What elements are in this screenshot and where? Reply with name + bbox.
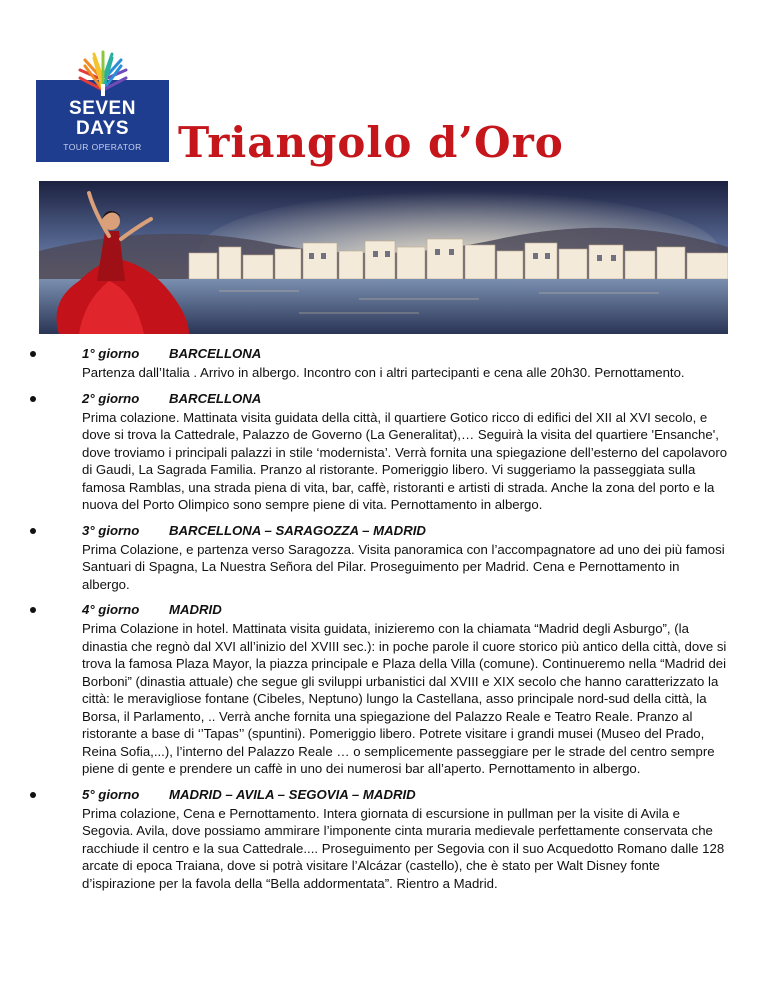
logo-text-seven: SEVEN <box>69 98 136 119</box>
day-place: MADRID <box>169 602 222 617</box>
day-description: Prima Colazione in hotel. Mattinata visita guidata, inizieremo con la chiamata “Madrid degli Asburgo”, (la dinastia che regnò dal XVI all’inizio del XVIII sec.): in poche parole il cuore storico più antico della città, dove si trova la famosa Plaza Mayor, la piazza principale e Plaza della Villa (comune). Continueremo nella “Madrid dei Borboni” (dinastia attuale) che segue gli sviluppi urbanistici dal XVIII e XIX secolo che hanno caratterizzato la città: le meravigliose fontane (Cibeles, Neptuno) lungo la Castellana, asso principale nord-sud della città, la Borsa, il Parlamento, .. Verrà anche fornita una spiegazione del Palazzo Reale e Teatro Reale. Pranzo al ristorante a base di ‘’Tapas’’ (spuntini). Pomeriggio libero. Potrete visitare i grandi musei (Museo del Prado, Reina Sofia,...), l’interno del Palazzo Reale … o semplicemente passeggiare per le strade del centro sempre piene di gente e prendere un caffè in uno dei numerosi bar all’aperto. Pernottamento in albergo. <box>82 621 727 776</box>
logo-text-days: DAYS <box>75 118 130 139</box>
day-item <box>30 787 730 893</box>
day-heading <box>82 602 730 618</box>
bullet-icon <box>30 351 36 357</box>
flamenco-seaside-photo <box>39 181 728 334</box>
page-title: Triangolo d’Oro <box>178 118 564 167</box>
day-number: 3° giorno <box>82 522 140 538</box>
day-heading <box>82 346 730 362</box>
day-description: Partenza dall’Italia . Arrivo in albergo. Incontro con i altri partecipanti e cena alle 20h30. Pernottamento. <box>82 365 685 380</box>
logo-background <box>36 80 169 162</box>
day-description: Prima colazione, Cena e Pernottamento. Intera giornata di escursione in pullman per la visite di Avila e Segovia. Avila, dove possiamo ammirare l’imponente cinta muraria medievale perfettamente conservata che racchiude il centro e la sua Cattedrale.... Proseguimento per Segovia con il suo Acquedotto Romano dalle 128 arcate di epoca Traiana, dove si potrà visitare l’Alcázar (castello), che è stato per Walt Disney fonte d’ispirazione per la favola della “Bella addormentata”. Rientro a Madrid. <box>82 805 725 891</box>
day-item <box>30 523 730 594</box>
day-item <box>30 391 730 514</box>
logo-subtitle: TOUR OPERATOR <box>63 142 142 152</box>
day-number: 1° giorno <box>82 346 140 361</box>
day-heading <box>82 787 730 803</box>
bullet-icon <box>30 396 36 402</box>
bullet-icon <box>30 792 36 798</box>
day-place: BARCELLONA – SARAGOZZA – MADRID <box>169 522 426 538</box>
itinerary-list <box>30 346 730 901</box>
day-heading <box>82 391 730 407</box>
day-item <box>30 602 730 778</box>
hero-image <box>39 181 728 334</box>
day-number: 2° giorno <box>82 390 140 406</box>
day-number: 5° giorno <box>82 786 140 802</box>
day-number: 4° giorno <box>82 602 140 617</box>
day-heading <box>82 523 730 539</box>
day-description: Prima Colazione, e partenza verso Saragozza. Visita panoramica con l’accompagnatore ad uno dei più famosi Santuari di Spagna, La Nuestra Señora del Pilar. Proseguimento per Madrid. Cena e Pernottamento in albergo. <box>82 541 725 592</box>
bullet-icon <box>30 528 36 534</box>
company-logo <box>36 40 169 162</box>
sun-rays-icon <box>76 50 130 98</box>
day-description: Prima colazione. Mattinata visita guidata della città, il quartiere Gotico ricco di edifici del XII al XVI secolo, e dove si trova la Cattedrale, Palazzo de Governo (La Generalitat),… Seguirà la visita del quartiere 'Ensanche', dove troviamo i principali palazzi in stile ‘modernista’. Verrà fornita una spiegazione dell’esterno del capolavoro di Gaudi, La Sagrada Familia. Pranzo al ristorante. Pomeriggio libero. Vi suggeriamo la passeggiata sulla famosa Ramblas, una strada piena di vita, bar, caffè, ristoranti e artisti di strada. Anche la zona del porto e la nuova del Porto Olimpico sono sempre piene di vita. Pernottamento in albergo. <box>82 409 728 512</box>
day-place: BARCELLONA <box>169 390 262 406</box>
day-place: BARCELLONA <box>169 346 262 361</box>
day-place: MADRID – AVILA – SEGOVIA – MADRID <box>169 786 416 802</box>
day-item <box>30 346 730 382</box>
bullet-icon <box>30 607 36 613</box>
